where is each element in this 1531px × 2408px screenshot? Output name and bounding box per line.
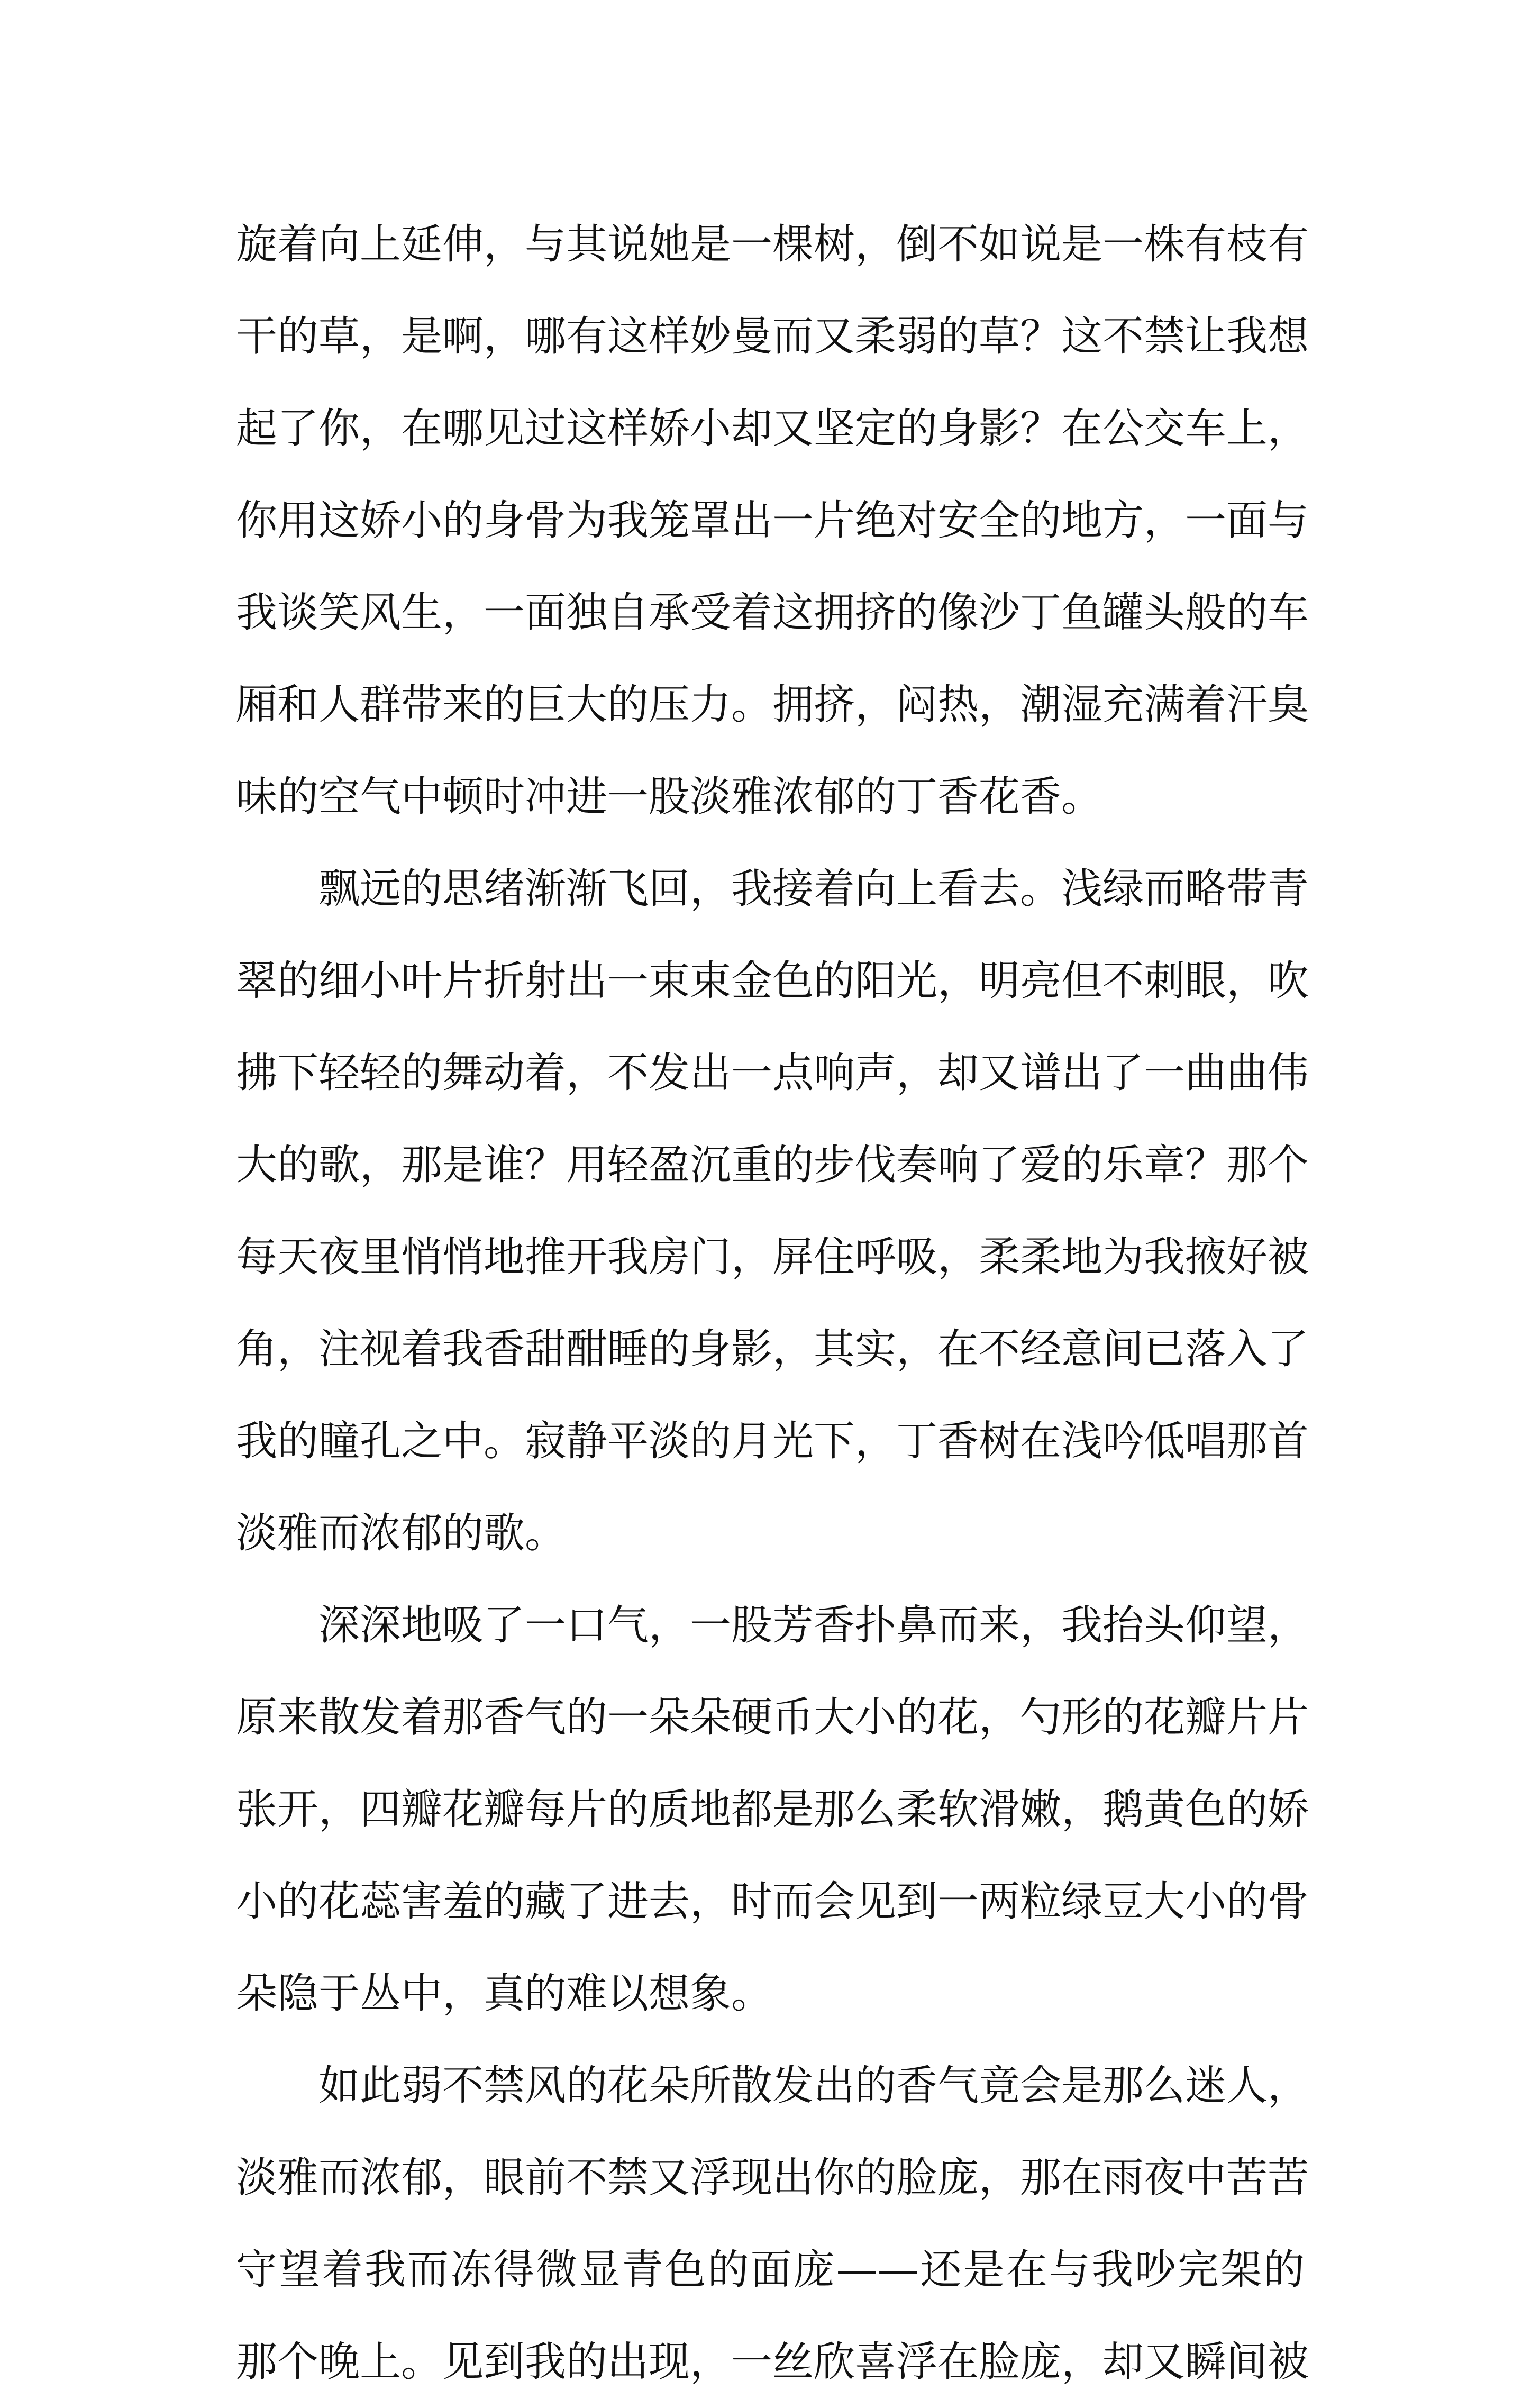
paragraph-2	[236, 843, 1309, 1579]
text-line: 守望着我而冻得微显青色的面庞——还是在与我吵完架的	[236, 2246, 1305, 2294]
text-line: 小的花蕊害羞的藏了进去，时而会见到一两粒绿豆大小的骨	[236, 1878, 1309, 1925]
text-line: 每天夜里悄悄地推开我房门，屏住呼吸，柔柔地为我掖好被	[236, 1233, 1309, 1281]
text-line: 旋着向上延伸，与其说她是一棵树，倒不如说是一株有枝有	[236, 221, 1309, 268]
text-line: 我的瞳孔之中。寂静平淡的月光下，丁香树在浅吟低唱那首	[236, 1417, 1309, 1465]
text-line: 大的歌，那是谁？用轻盈沉重的步伐奏响了爱的乐章？那个	[236, 1141, 1309, 1189]
text-line: 你用这娇小的身骨为我笼罩出一片绝对安全的地方，一面与	[236, 497, 1309, 544]
text-line: 那个晚上。见到我的出现，一丝欣喜浮在脸庞，却又瞬间被	[236, 2338, 1309, 2386]
text-line: 厢和人群带来的巨大的压力。拥挤，闷热，潮湿充满着汗臭	[236, 681, 1309, 729]
text-line: 干的草，是啊，哪有这样妙曼而又柔弱的草？这不禁让我想	[236, 313, 1309, 360]
paragraph-3	[236, 1579, 1309, 2040]
text-line: 深深地吸了一口气，一股芳香扑鼻而来，我抬头仰望，	[318, 1602, 1309, 1649]
text-line: 朵隐于丛中，真的难以想象。	[236, 1970, 773, 2018]
text-line: 我谈笑风生，一面独自承受着这拥挤的像沙丁鱼罐头般的车	[236, 589, 1309, 637]
text-line: 如此弱不禁风的花朵所散发出的香气竟会是那么迷人，	[318, 2062, 1309, 2110]
text-line: 张开，四瓣花瓣每片的质地都是那么柔软滑嫩，鹅黄色的娇	[236, 1786, 1309, 1833]
text-line: 原来散发着那香气的一朵朵硬币大小的花，勺形的花瓣片片	[236, 1694, 1309, 1741]
text-line: 味的空气中顿时冲进一股淡雅浓郁的丁香花香。	[236, 773, 1103, 821]
text-line: 飘远的思绪渐渐飞回，我接着向上看去。浅绿而略带青	[318, 865, 1309, 913]
text-line: 淡雅而浓郁，眼前不禁又浮现出你的脸庞，那在雨夜中苦苦	[236, 2154, 1309, 2202]
text-line: 翠的细小叶片折射出一束束金色的阳光，明亮但不刺眼，吹	[236, 957, 1309, 1005]
paragraph-1	[236, 198, 1309, 843]
text-line: 拂下轻轻的舞动着，不发出一点响声，却又谱出了一曲曲伟	[236, 1049, 1309, 1097]
document-body	[236, 198, 1309, 2408]
text-line: 角，注视着我香甜酣睡的身影，其实，在不经意间已落入了	[236, 1325, 1309, 1373]
paragraph-4	[236, 2040, 1309, 2408]
text-line: 起了你，在哪见过这样娇小却又坚定的身影？在公交车上，	[236, 405, 1309, 452]
text-line: 淡雅而浓郁的歌。	[236, 1510, 567, 1557]
